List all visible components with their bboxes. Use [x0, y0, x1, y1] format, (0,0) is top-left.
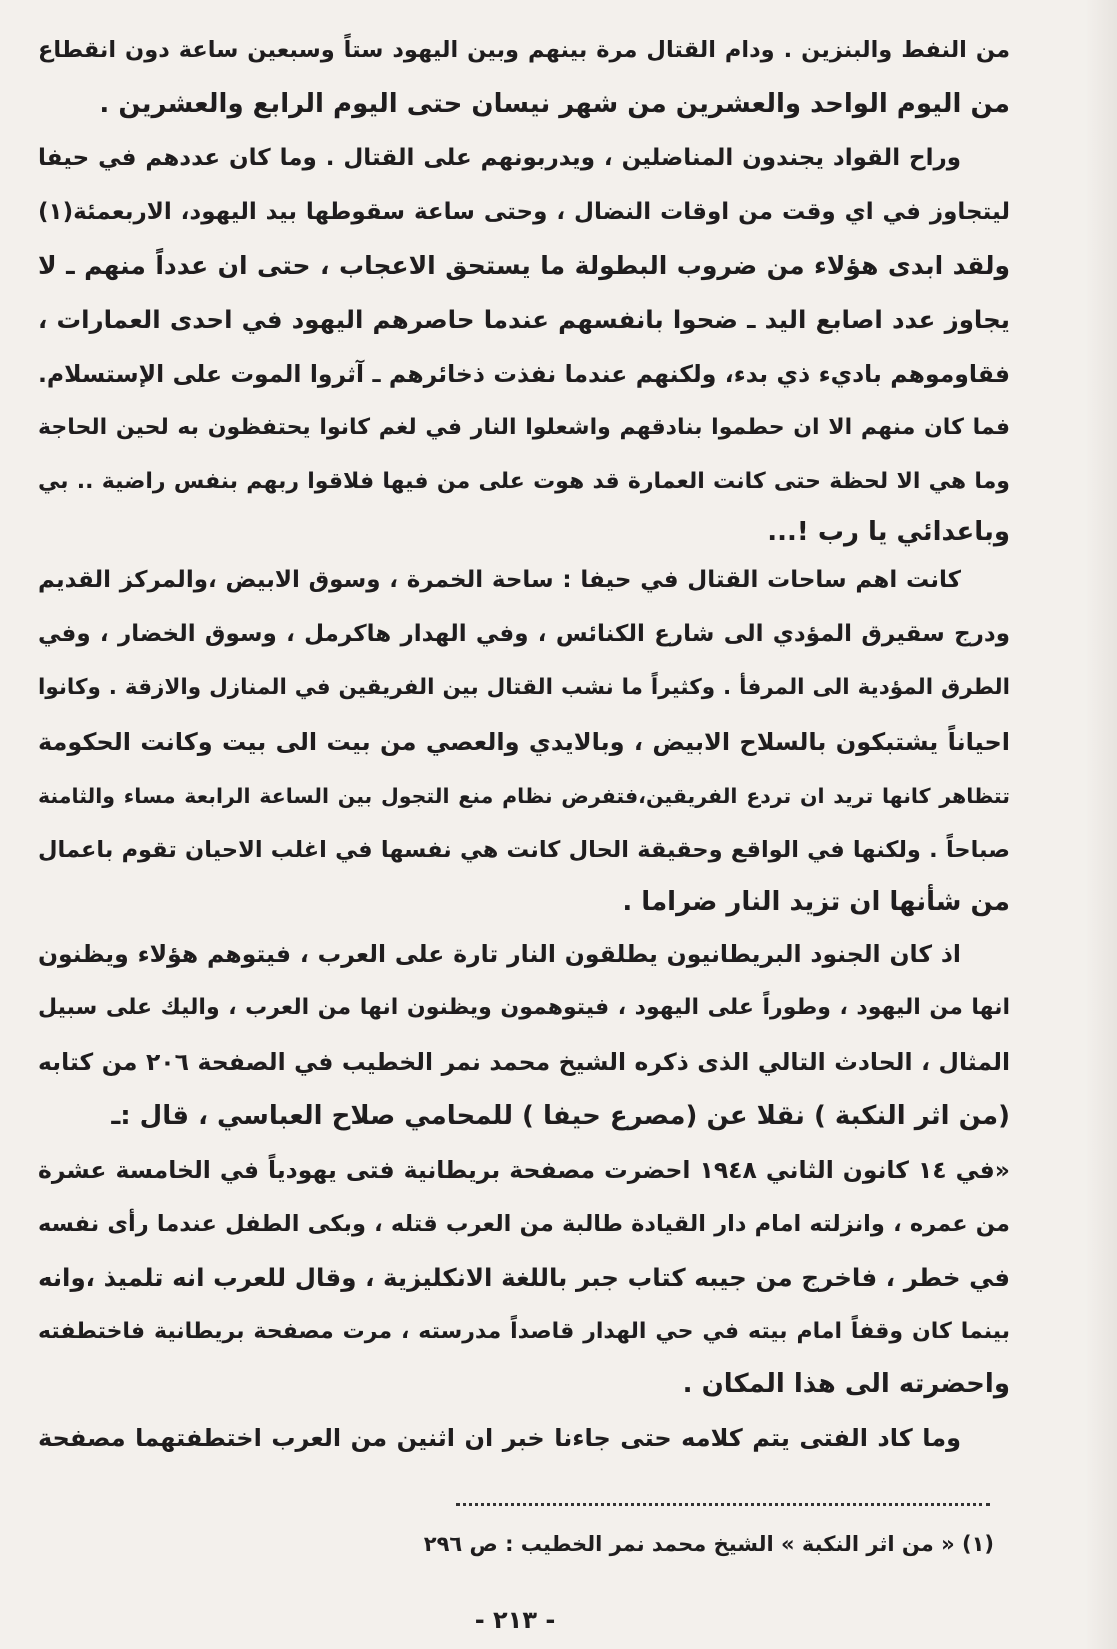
text-line: ودرج سقيرق المؤدي الى شارع الكنائس ، وفي الهدار هاكرمل ، وسوق الخضار ، وفي [38, 621, 1010, 647]
text-line: احياناً يشتبكون بالسلاح الابيض ، وبالايدي والعصي من بيت الى بيت وكانت الحكومة [38, 728, 1010, 756]
text-line: الطرق المؤدية الى المرفأ . وكثيراً ما نشب القتال بين الفريقين في المنازل والازقة . وكانوا [38, 675, 1010, 700]
text-line: (من اثر النكبة ) نقلا عن (مصرع حيفا ) للمحامي صلاح العباسي ، قال :ـ [111, 1101, 1010, 1131]
text-line: من اليوم الواحد والعشرين من شهر نيسان حتى اليوم الرابع والعشرين . [99, 89, 1010, 119]
text-line: المثال ، الحادث التالي الذى ذكره الشيخ محمد نمر الخطيب في الصفحة ٢٠٦ من كتابه [38, 1048, 1011, 1076]
text-line: يجاوز عدد اصابع اليد ـ ضحوا بانفسهم عندما حاصرهم اليهود في احدى العمارات ، [38, 305, 1010, 334]
text-line: فقاوموهم باديء ذي بدء، ولكنهم عندما نفذت ذخائرهم ـ آثروا الموت على الإستسلام. [38, 360, 1010, 388]
text-line: «في ١٤ كانون الثاني ١٩٤٨ احضرت مصفحة بريطانية فتى يهودياً في الخامسة عشرة [38, 1156, 1010, 1184]
text-line: من شأنها ان تزيد النار ضراما . [622, 887, 1010, 917]
text-line: كانت اهم ساحات القتال في حيفا : ساحة الخمرة ، وسوق الابيض ،والمركز القديم [38, 567, 961, 593]
text-line: من عمره ، وانزلته امام دار القيادة طالبة من العرب قتله ، وبكى الطفل عندما رأى نفسه [38, 1211, 1010, 1237]
text-line: انها من اليهود ، وطوراً على اليهود ، فيتوهمون ويظنون انها من العرب ، واليك على سبيل [38, 995, 1010, 1020]
text-line: من النفط والبنزين . ودام القتال مرة بينهم وبين اليهود ستاً وسبعين ساعة دون انقطاع [38, 37, 1010, 63]
footnote-divider [456, 1503, 990, 1506]
text-line: ليتجاوز في اي وقت من اوقات النضال ، وحتى ساعة سقوطها بيد اليهود، الاربعمئة(١) [38, 199, 1010, 225]
footnote: (١) « من اثر النكبة » الشيخ محمد نمر الخطيب : ص ٢٩٦ [423, 1532, 994, 1556]
text-line: وباعدائي يا رب !... [767, 517, 1010, 547]
text-line: ولقد ابدى هؤلاء من ضروب البطولة ما يستحق الاعجاب ، حتى ان عدداً منهم ـ لا [38, 251, 1010, 280]
text-line: فما كان منهم الا ان حطموا بنادقهم واشعلوا النار في لغم كانوا يحتفظون به لحين الحاجة [38, 415, 1010, 440]
text-line: في خطر ، فاخرج من جيبه كتاب جبر باللغة الانكليزية ، وقال للعرب انه تلميذ ،وانه [38, 1263, 1010, 1292]
text-line: صباحاً . ولكنها في الواقع وحقيقة الحال كانت هي نفسها في اغلب الاحيان تقوم باعمال [38, 837, 1010, 863]
text-line: اذ كان الجنود البريطانيون يطلقون النار تارة على العرب ، فيتوهم هؤلاء ويظنون [38, 940, 961, 968]
page-number: - ٢١٣ - [474, 1606, 556, 1634]
text-line: بينما كان وقفاً امام بيته في حي الهدار قاصداً مدرسته ، مرت مصفحة بريطانية فاختطفته [38, 1319, 1010, 1344]
text-line: وراح القواد يجندون المناضلين ، ويدربونهم على القتال . وما كان عددهم في حيفا [38, 145, 961, 171]
text-line: وما كاد الفتى يتم كلامه حتى جاءنا خبر ان اثنين من العرب اختطفتهما مصفحة [38, 1424, 961, 1452]
text-line: واحضرته الى هذا المكان . [682, 1369, 1010, 1399]
text-line: وما هي الا لحظة حتى كانت العمارة قد هوت على من فيها فلاقوا ربهم بنفس راضية .. بي [38, 469, 1010, 494]
text-line: تتظاهر كانها تريد ان تردع الفريقين،فتفرض نظام منع التجول بين الساعة الرابعة مساء والثامنة [38, 784, 1010, 808]
